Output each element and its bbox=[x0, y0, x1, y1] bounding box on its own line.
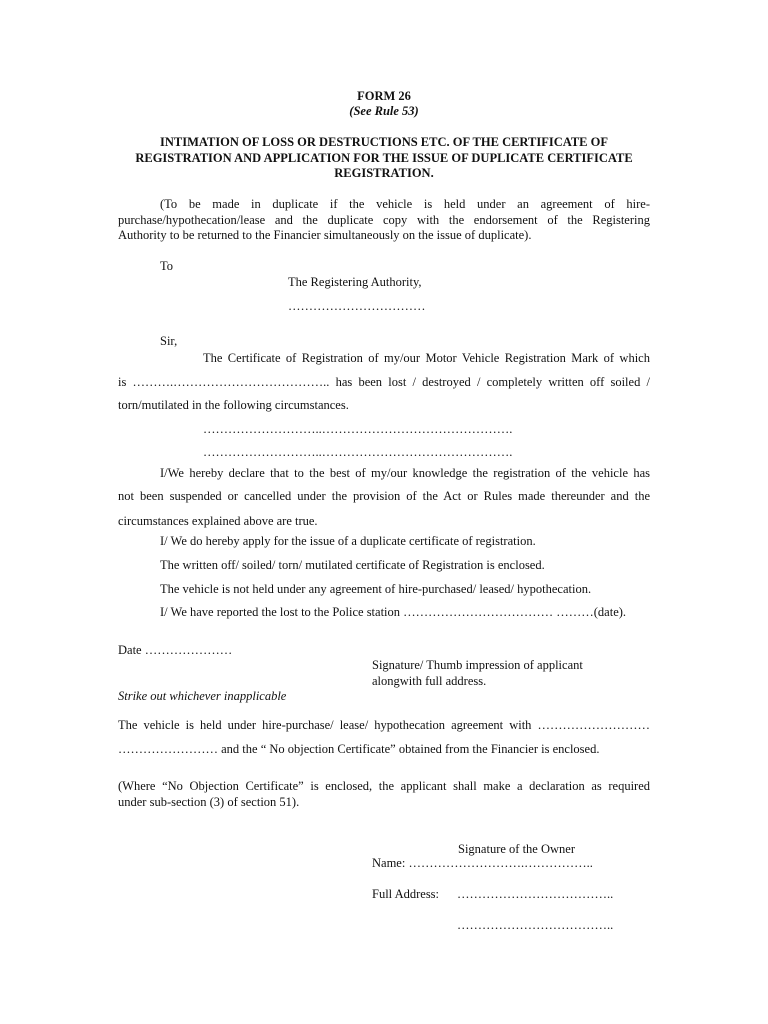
to-label: To bbox=[160, 259, 174, 273]
statement-line: I/ We do hereby apply for the issue of a duplicate certificate of registration. bbox=[160, 534, 536, 548]
applicant-signature-label: alongwith full address. bbox=[372, 674, 487, 688]
declaration-line: not been suspended or cancelled under the provision of the Act or Rules made thereunder and the bbox=[118, 489, 650, 503]
strike-out-note: Strike out whichever inapplicable bbox=[118, 689, 287, 703]
full-address-blank: ……………………………….. bbox=[457, 918, 614, 932]
hire-purchase-line: The vehicle is held under hire-purchase/ lease/ hypothecation agreement with ……………………… bbox=[118, 718, 650, 732]
full-address-blank: ……………………………….. bbox=[457, 887, 614, 901]
noc-note-line: (Where “No Objection Certificate” is enclosed, the applicant shall make a declaration as required bbox=[118, 779, 650, 793]
hire-purchase-line: …………………… and the “ No objection Certificate” obtained from the Financier is enclosed. bbox=[118, 742, 600, 756]
statement-line: I/ We have reported the lost to the Police station ……………………………… ………(date). bbox=[160, 605, 627, 619]
declaration-line: I/We hereby declare that to the best of my/our knowledge the registration of the vehicle has bbox=[160, 466, 650, 480]
body-line: The Certificate of Registration of my/our Motor Vehicle Registration Mark of which bbox=[203, 351, 650, 365]
form-title-line: REGISTRATION AND APPLICATION FOR THE ISSUE OF DUPLICATE CERTIFICATE bbox=[135, 151, 633, 165]
registering-authority: The Registering Authority, bbox=[288, 275, 422, 289]
statement-line: The written off/ soiled/ torn/ mutilated certificate of Registration is enclosed. bbox=[160, 558, 545, 572]
instruction-line: (To be made in duplicate if the vehicle is held under an agreement of hire- bbox=[160, 197, 650, 211]
body-line: torn/mutilated in the following circumstances. bbox=[118, 398, 349, 412]
declaration-line: circumstances explained above are true. bbox=[118, 514, 318, 528]
full-address-label: Full Address: bbox=[372, 887, 440, 901]
instruction-line: Authority to be returned to the Financier simultaneously on the issue of duplicate). bbox=[118, 228, 532, 242]
rule-reference: (See Rule 53) bbox=[349, 104, 419, 118]
form-title-line: REGISTRATION. bbox=[334, 166, 434, 180]
instruction-line: purchase/hypothecation/lease and the duplicate copy with the endorsement of the Registering bbox=[118, 213, 650, 227]
form-number: FORM 26 bbox=[357, 89, 411, 103]
authority-address-blank: …………………………… bbox=[288, 299, 426, 313]
statement-line: The vehicle is not held under any agreement of hire-purchased/ leased/ hypothecation. bbox=[160, 582, 592, 596]
owner-signature-label: Signature of the Owner bbox=[458, 842, 575, 856]
salutation: Sir, bbox=[160, 334, 178, 348]
date-field: Date ………………… bbox=[118, 643, 233, 657]
circumstances-blank: ………………………..………………………………………. bbox=[203, 445, 513, 459]
applicant-signature-label: Signature/ Thumb impression of applicant bbox=[372, 658, 583, 672]
noc-note-line: under sub-section (3) of section 51). bbox=[118, 795, 300, 809]
body-line: is ……….……………………………….. has been lost / destroyed / completely written off soiled / bbox=[118, 375, 650, 389]
form-title-line: INTIMATION OF LOSS OR DESTRUCTIONS ETC. OF THE CERTIFICATE OF bbox=[159, 135, 609, 149]
circumstances-blank: ………………………..………………………………………. bbox=[203, 422, 513, 436]
owner-name-field: Name: ……………………….…………….. bbox=[372, 856, 593, 870]
